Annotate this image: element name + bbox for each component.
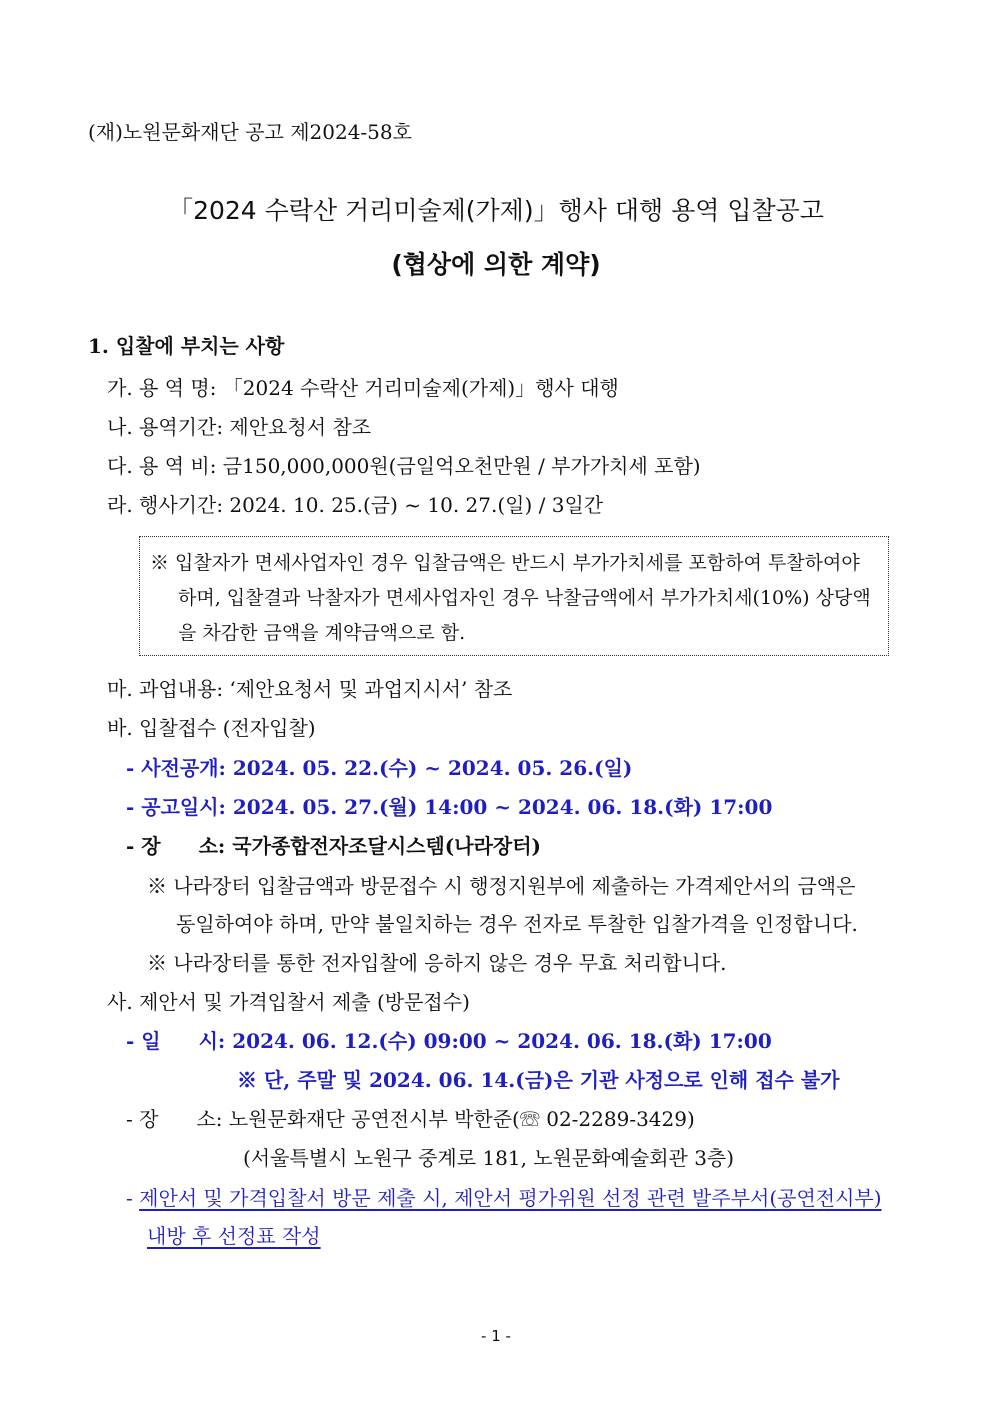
submission-date-value: 2024. 06. 12.(수) 09:00 ~ 2024. 06. 18.(화) 17:00 — [232, 1029, 772, 1053]
item-service-cost: 다. 용 역 비: 금150,000,000원(금일억오천만원 / 부가가치세 포함) — [107, 454, 701, 478]
submission-place — [126, 1107, 695, 1131]
tax-note-line: ※ 입찰자가 면세사업자인 경우 입찰금액은 반드시 부가가치세를 포함하여 투찰하여야 — [150, 552, 860, 574]
submission-date-label: - 일 — [126, 1029, 161, 1053]
bid-place-label-end: 소: — [198, 834, 226, 858]
item-task-content: 마. 과업내용: ‘제안요청서 및 과업지시서’ 참조 — [107, 677, 513, 701]
bid-place-value: 국가종합전자조달시스템(나라장터) — [232, 834, 541, 858]
bid-note-line: 동일하여야 하며, 만약 불일치하는 경우 전자로 투찰한 입찰가격을 인정합니다. — [176, 912, 858, 936]
document-subtitle: (협상에 의한 계약) — [391, 250, 601, 279]
notice-number: (재)노원문화재단 공고 제2024-58호 — [88, 120, 412, 144]
submission-place-label: - 장 — [126, 1107, 159, 1131]
submission-place-label-end: 소: — [196, 1107, 223, 1131]
item-proposal-submission: 사. 제안서 및 가격입찰서 제출 (방문접수) — [107, 990, 470, 1014]
tax-note-line: 하며, 입찰결과 낙찰자가 면세사업자인 경우 낙찰금액에서 부가가치세(10%) 상당액 — [178, 587, 871, 609]
document-title: 「2024 수락산 거리미술제(가제)」행사 대행 용역 입찰공고 — [168, 196, 824, 225]
submission-extra-line: 내방 후 선정표 작성 — [147, 1224, 321, 1248]
submission-date-label-end: 시: — [198, 1029, 226, 1053]
tax-note-box — [139, 536, 889, 656]
submission-extra — [126, 1186, 882, 1210]
page-number: - 1 - — [481, 1327, 511, 1345]
item-service-name: 가. 용 역 명: 「2024 수락산 거리미술제(가제)」행사 대행 — [107, 376, 619, 400]
tax-note-line: 을 차감한 금액을 계약금액으로 함. — [178, 622, 466, 644]
submission-place-value: 노원문화재단 공연전시부 박한준(☏ 02-2289-3429) — [228, 1107, 695, 1131]
notice-period: - 공고일시: 2024. 05. 27.(월) 14:00 ~ 2024. 06. 18.(화) 17:00 — [126, 795, 773, 819]
submission-date-note: ※ 단, 주말 및 2024. 06. 14.(금)은 기관 사정으로 인해 접수 불가 — [237, 1068, 840, 1092]
submission-extra-dash: - — [126, 1186, 133, 1210]
pre-open-period: - 사전공개: 2024. 05. 22.(수) ~ 2024. 05. 26.(일) — [126, 756, 633, 780]
submission-date — [126, 1029, 772, 1053]
bid-place — [126, 834, 541, 858]
bid-note-line: ※ 나라장터 입찰금액과 방문접수 시 행정지원부에 제출하는 가격제안서의 금액은 — [147, 874, 856, 898]
submission-extra-line: 제안서 및 가격입찰서 방문 제출 시, 제안서 평가위원 선정 관련 발주부서(공연전시부) — [139, 1186, 882, 1210]
submission-address: (서울특별시 노원구 중계로 181, 노원문화예술회관 3층) — [243, 1146, 735, 1170]
item-service-period: 나. 용역기간: 제안요청서 참조 — [107, 415, 372, 439]
bid-place-label: - 장 — [126, 834, 161, 858]
bid-note-invalid: ※ 나라장터를 통한 전자입찰에 응하지 않은 경우 무효 처리합니다. — [147, 951, 727, 975]
section-heading: 1. 입찰에 부치는 사항 — [88, 334, 285, 358]
item-event-period: 라. 행사기간: 2024. 10. 25.(금) ~ 10. 27.(일) / 3일간 — [107, 493, 604, 517]
item-bid-receipt: 바. 입찰접수 (전자입찰) — [107, 716, 316, 740]
